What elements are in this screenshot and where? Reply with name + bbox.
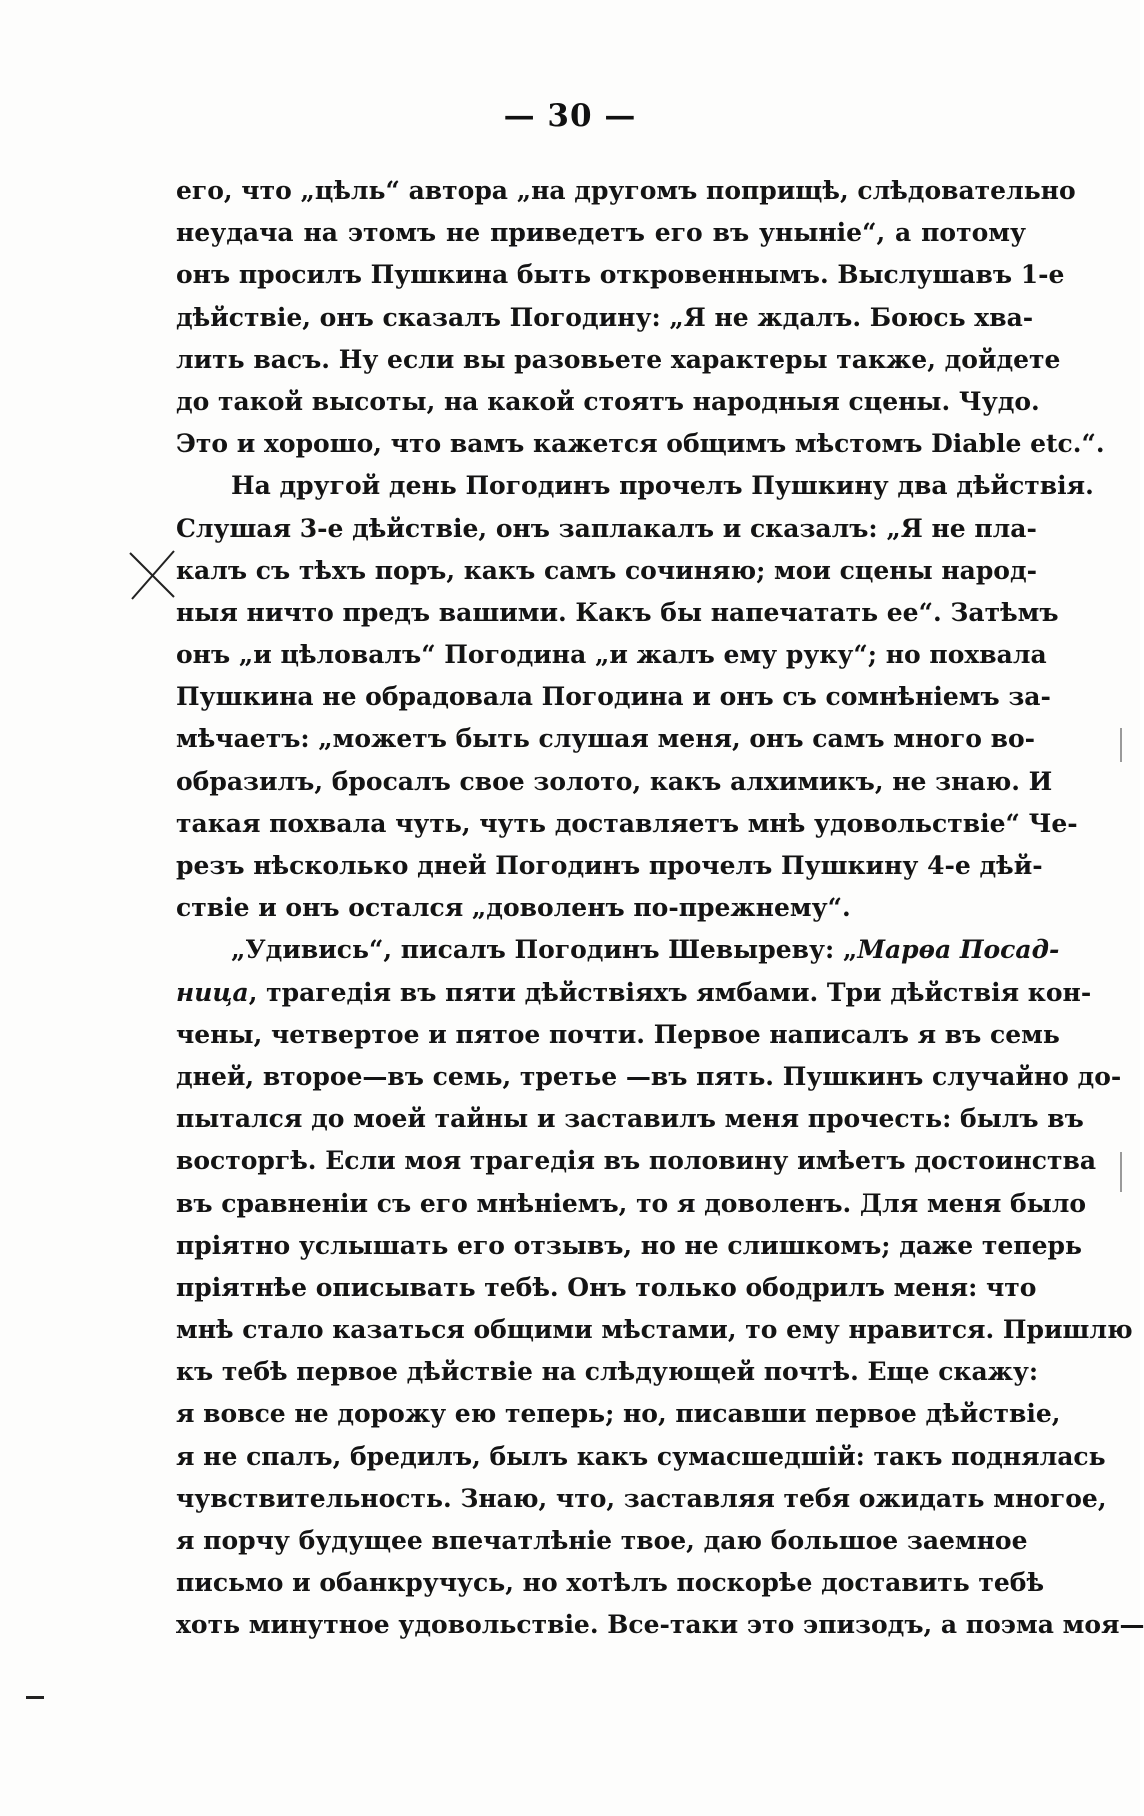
- text-line: я не спалъ, бредилъ, былъ какъ сумасшедшій: такъ поднялась: [176, 1441, 1106, 1471]
- text-line: пріятно услышать его отзывъ, но не слишкомъ; даже теперь: [176, 1230, 1082, 1260]
- text-line: онъ „и цѣловалъ“ Погодина „и жалъ ему руку“; но похвала: [176, 640, 1047, 670]
- text-line: лить васъ. Ну если вы разовьете характеры также, дойдете: [176, 344, 1061, 374]
- body-text: [176, 170, 1144, 1647]
- text-line: онъ просилъ Пушкина быть откровеннымъ. Выслушавъ 1-е: [176, 260, 1065, 290]
- text-line: въ сравненіи съ его мнѣніемъ, то я доволенъ. Для меня было: [176, 1188, 1087, 1218]
- text-line: ствіе и онъ остался „доволенъ по-прежнему“.: [176, 893, 851, 923]
- margin-dash-mark: [26, 1696, 44, 1699]
- text-line: я вовсе не дорожу ею теперь; но, писавши первое дѣйствіе,: [176, 1399, 1061, 1429]
- text-line: хоть минутное удовольствіе. Все-таки это эпизодъ, а поэма моя—: [176, 1610, 1144, 1640]
- text-line: я порчу будущее впечатлѣніе твое, даю большое заемное: [176, 1526, 1028, 1555]
- text-line: письмо и обанкручусь, но хотѣлъ поскорѣе доставить тебѣ: [176, 1568, 1045, 1598]
- page-number: — 30 —: [503, 98, 637, 134]
- text-line: Слушая 3-е дѣйствіе, онъ заплакалъ и сказалъ: „Я не пла-: [176, 513, 1037, 543]
- text-line: калъ съ тѣхъ поръ, какъ самъ сочиняю; мои сцены народ-: [176, 555, 1038, 585]
- text-line: неудача на этомъ не приведетъ его въ уныніе“, а потому: [176, 218, 1026, 248]
- text-line: резъ нѣсколько дней Погодинъ прочелъ Пушкину 4-е дѣй-: [176, 851, 1043, 880]
- text-line: восторгѣ. Если моя трагедія въ половину имѣетъ достоинства: [176, 1146, 1097, 1176]
- text-line: „Удивись“, писалъ Погодинъ Шевыреву: „Марѳа Посад-: [231, 935, 1060, 965]
- text-line: чены, четвертое и пятое почти. Первое написалъ я въ семь: [176, 1019, 1060, 1049]
- text-line: Это и хорошо, что вамъ кажется общимъ мѣстомъ Diable etc.“.: [176, 429, 1105, 459]
- text-line: пріятнѣе описывать тебѣ. Онъ только ободрилъ меня: что: [176, 1272, 1037, 1302]
- text-line: мнѣ стало казаться общими мѣстами, то ему нравится. Пришлю: [176, 1315, 1133, 1345]
- text-line: ныя ничто предъ вашими. Какъ бы напечатать ее“. Затѣмъ: [176, 597, 1059, 627]
- italic-title: Марѳа Посад-: [857, 935, 1060, 965]
- text-line: дней, второе—въ семь, третье —въ пять. Пушкинъ случайно до-: [176, 1061, 1122, 1091]
- margin-rule-mark: [1120, 728, 1122, 762]
- text-line: образилъ, бросалъ свое золото, какъ алхимикъ, не знаю. И: [176, 766, 1053, 796]
- text-line: такая похвала чуть, чуть доставляетъ мнѣ удовольствіе“ Че-: [176, 808, 1078, 838]
- text-line: его, что „цѣль“ автора „на другомъ поприщѣ, слѣдовательно: [176, 176, 1076, 205]
- text-line: Пушкина не обрадовала Погодина и онъ съ сомнѣніемъ за-: [176, 682, 1051, 712]
- text-line: чувствительность. Знаю, что, заставляя тебя ожидать многое,: [176, 1483, 1107, 1513]
- text-line: пытался до моей тайны и заставилъ меня прочесть: былъ въ: [176, 1104, 1084, 1134]
- margin-rule-mark: [1120, 1152, 1122, 1192]
- text-line: На другой день Погодинъ прочелъ Пушкину два дѣйствія.: [231, 471, 1094, 501]
- text-line: мѣчаетъ: „можетъ быть слушая меня, онъ самъ много во-: [176, 724, 1036, 754]
- margin-cross-mark: [126, 549, 180, 603]
- text-line: дѣйствіе, онъ сказалъ Погодину: „Я не ждалъ. Боюсь хва-: [176, 302, 1034, 332]
- text-line: ница, трагедія въ пяти дѣйствіяхъ ямбами. Три дѣйствія кон-: [176, 977, 1092, 1007]
- text-line: до такой высоты, на какой стоятъ народныя сцены. Чудо.: [176, 386, 1040, 416]
- italic-title: ница: [176, 977, 249, 1007]
- text-line: къ тебѣ первое дѣйствіе на слѣдующей почтѣ. Еще скажу:: [176, 1357, 1039, 1387]
